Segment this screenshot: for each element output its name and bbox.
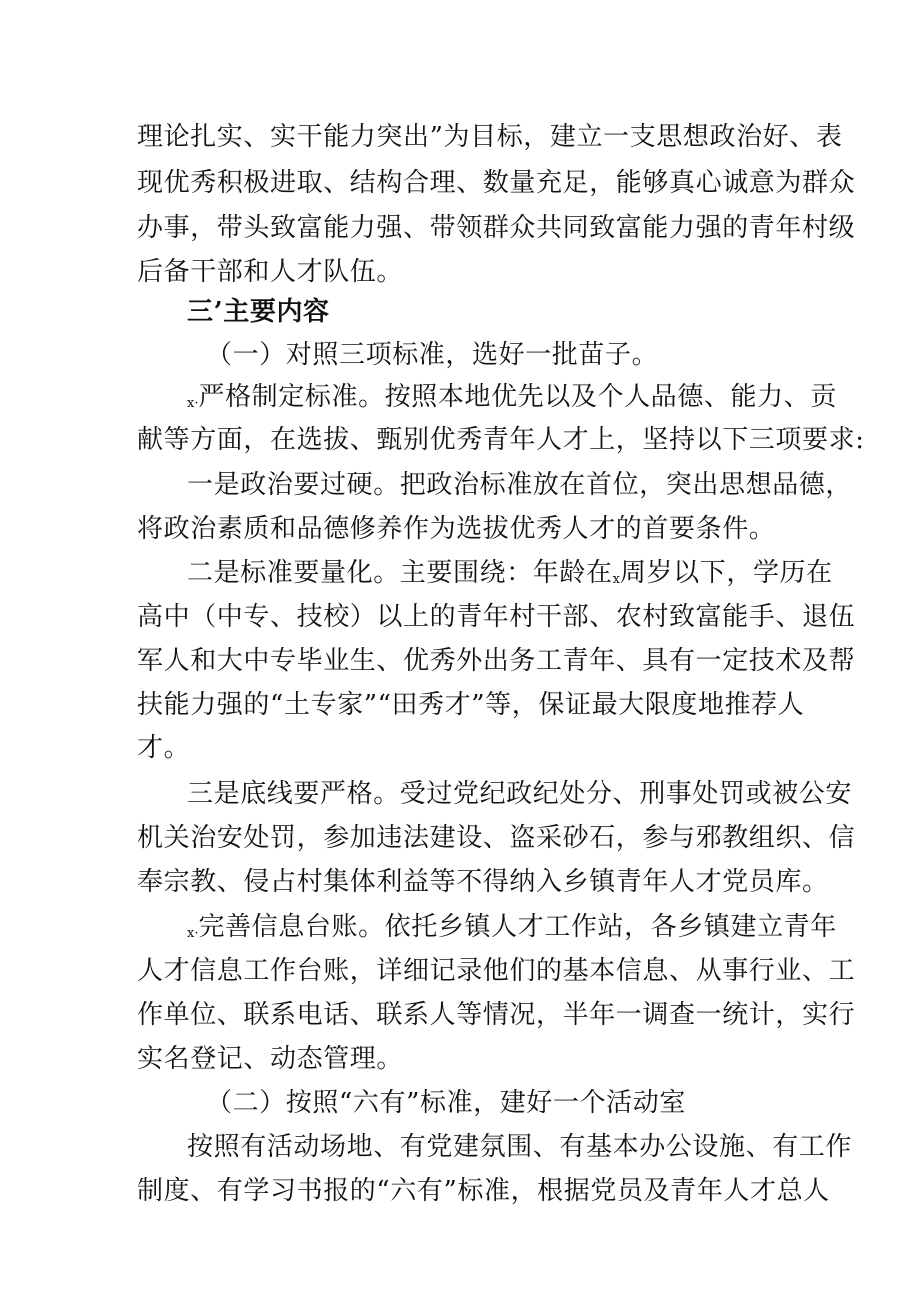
paragraph-line: 现优秀积极进取、结构合理、数量充足，能够真心诚意为群众 <box>137 168 856 198</box>
item-line <box>187 381 837 420</box>
paragraph-line: 后备干部和人才队伍。 <box>137 257 404 287</box>
paragraph-line: 制度、有学习书报的“六有”标准，根据党员及青年人才总人 <box>137 1176 830 1206</box>
item-line <box>187 911 837 950</box>
subsection-heading: （一）对照三项标准，选好一批苗子。 <box>206 340 659 370</box>
paragraph-line: 作单位、联系电话、联系人等情况，半年一调查一统计，实行 <box>137 1000 856 1030</box>
paragraph-line: 才。 <box>137 733 191 763</box>
line-text: 周岁以下，学历在 <box>619 558 833 588</box>
paragraph-line: 机关治安处罚，参加违法建设、盗采砂石，参与邪教组织、信 <box>137 823 856 853</box>
paragraph-line: 理论扎实、实干能力突出”为目标，建立一支思想政治好、表 <box>137 122 843 152</box>
paragraph-line: 一是政治要过硬。把政治标准放在首位，突出思想品德， <box>187 470 853 500</box>
item-number-marker: x· <box>187 396 199 411</box>
paragraph-line: 军人和大中专毕业生、优秀外出务工青年、具有一定技术及帮 <box>137 646 856 676</box>
paragraph-line: 三是底线要严格。受过党纪政纪处分、刑事处罚或被公安 <box>187 779 853 809</box>
paragraph-line: 人才信息工作台账，详细记录他们的基本信息、从事行业、工 <box>137 956 856 986</box>
paragraph-line: 奉宗教、侵占村集体利益等不得纳入乡镇青年人才党员库。 <box>137 867 829 897</box>
paragraph-line: 按照有活动场地、有党建氛围、有基本办公设施、有工作 <box>187 1132 853 1162</box>
line-text: 二是标准要量化。主要围绕：年龄在 <box>187 558 613 588</box>
item-text: 完善信息台账。依托乡镇人才工作站，各乡镇建立青年 <box>198 912 837 942</box>
paragraph-line: 将政治素质和品德修养作为选拔优秀人才的首要条件。 <box>137 514 776 544</box>
age-placeholder: x <box>612 572 620 587</box>
paragraph-line: 实名登记、动态管理。 <box>137 1044 404 1074</box>
section-heading: 三’主要内容 <box>187 297 330 327</box>
paragraph-line: 扶能力强的“土专家”“田秀才”等，保证最大限度地推荐人 <box>137 690 805 720</box>
paragraph-line <box>187 557 833 596</box>
subsection-heading: （二）按照“六有”标准，建好一个活动室 <box>206 1088 686 1118</box>
item-number-marker: x· <box>187 926 199 941</box>
paragraph-line: 办事，带头致富能力强、带领群众共同致富能力强的青年村级 <box>137 213 856 243</box>
paragraph-line: 高中（中专、技校）以上的青年村干部、农村致富能手、退伍 <box>137 602 856 632</box>
item-text: 严格制定标准。按照本地优先以及个人品德、能力、贡 <box>198 382 837 412</box>
paragraph-line: 献等方面，在选拔、甄别优秀青年人才上，坚持以下三项要求: <box>137 425 865 455</box>
